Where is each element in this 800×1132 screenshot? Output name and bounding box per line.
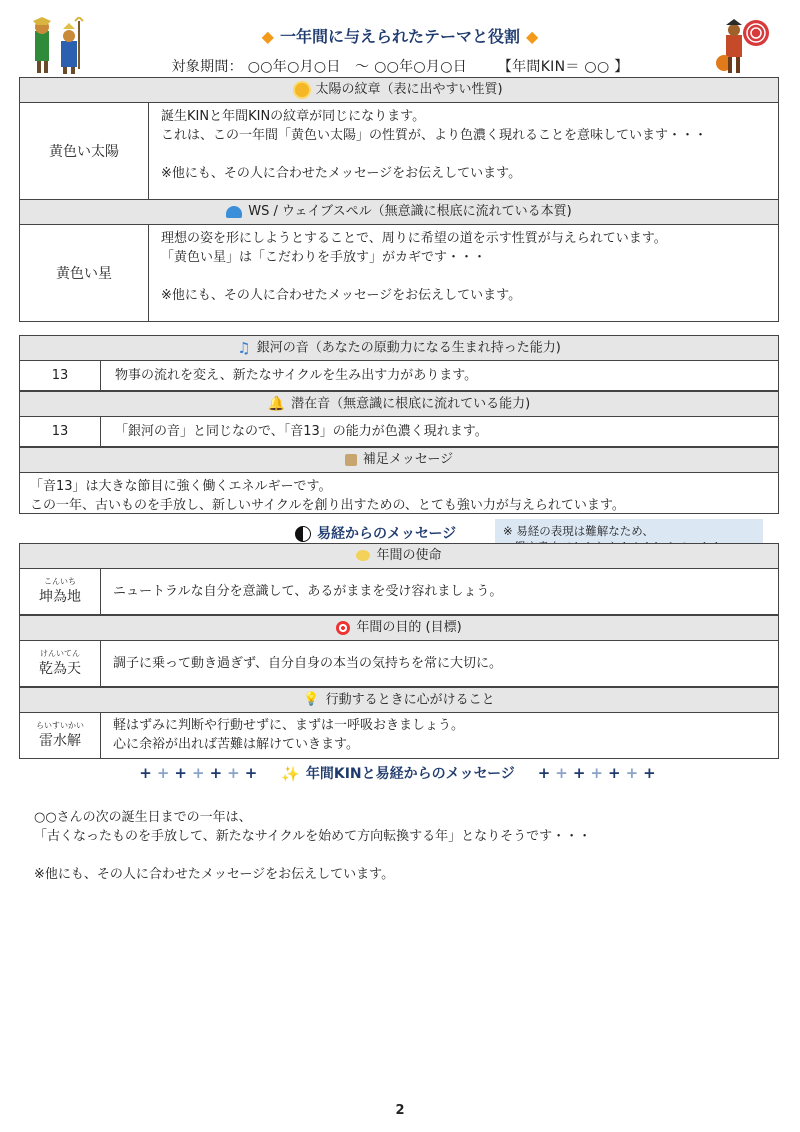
- sun-seal-label: 黄色い太陽: [20, 103, 149, 199]
- bell-icon: 🔔: [267, 396, 286, 412]
- text-line: ○○さんの次の誕生日までの一年は、: [34, 810, 252, 825]
- scroll-icon: [345, 454, 357, 466]
- action-header: [20, 687, 778, 713]
- page-title-text: 一年間に与えられたテーマと役割: [279, 27, 520, 46]
- mission-text: ニュートラルな自分を意識して、あるがままを受け容れましょう。: [113, 584, 503, 599]
- combined-title-text: 年間KINと易経からのメッセージ: [305, 766, 515, 782]
- target-icon: [336, 621, 350, 635]
- sun-seal-header: [20, 78, 778, 103]
- sun-icon: [295, 83, 309, 97]
- text-line: ※他にも、その人に合わせたメッセージをお伝えしています。: [161, 288, 522, 303]
- music-note-icon: ♫: [237, 339, 251, 357]
- text-line: 理想の姿を形にしようとすることで、周りに希望の道を示す性質が与えられています。: [161, 231, 667, 246]
- goal-label: 乾為天: [39, 660, 81, 677]
- action-row: [20, 713, 778, 758]
- text-line: 軽はずみに判断や行動せずに、まずは一呼吸おきましょう。: [113, 718, 465, 733]
- combined-message: [34, 808, 774, 884]
- latent-tone-header-text: 潜在音（無意識に根底に流れている能力): [291, 396, 531, 412]
- mission-header-text: 年間の使命: [376, 548, 442, 563]
- lightbulb-icon: 💡: [303, 692, 320, 707]
- mission-hexagram: [20, 569, 101, 614]
- text-line: ※他にも、その人に合わせたメッセージをお伝えしています。: [34, 867, 395, 882]
- latent-tone-row: [20, 417, 778, 447]
- galactic-tone-number: 13: [20, 361, 101, 390]
- goal-header-text: 年間の目的 (目標): [356, 620, 462, 635]
- sun-seal-description: [149, 103, 719, 199]
- target-period: [0, 56, 800, 76]
- latent-tone-header: [20, 391, 778, 417]
- page-title: [0, 24, 800, 47]
- goal-header: [20, 615, 778, 641]
- mission-label: 坤為地: [39, 588, 81, 605]
- diamond-icon: ◆: [261, 27, 274, 46]
- annual-kin: 【年間KIN＝ ○○ 】: [497, 59, 629, 75]
- period-label: 対象期間：: [171, 59, 243, 75]
- latent-tone-number: 13: [20, 417, 101, 446]
- sparkle-icon: ✨: [281, 765, 300, 783]
- combined-title: [0, 763, 800, 783]
- wavespell-description: [149, 225, 679, 321]
- supplement-header: [20, 447, 778, 473]
- text-line: 「古くなったものを手放して、新たなサイクルを始めて方向転換する年」となりそうです・・・: [34, 829, 592, 844]
- text-line: [34, 846, 774, 865]
- wavespell-header-text: WS / ウェイブスペル（無意識に根底に流れている本質): [248, 204, 572, 219]
- mission-header: [20, 544, 778, 569]
- mission-row: [20, 569, 778, 615]
- seal-box: [19, 77, 779, 322]
- action-hexagram: [20, 713, 101, 758]
- wavespell-row: [20, 225, 778, 321]
- yin-yang-icon: [295, 526, 311, 542]
- galactic-tone-row: [20, 361, 778, 391]
- galactic-tone-text: 物事の流れを変え、新たなサイクルを生み出す力があります。: [115, 368, 478, 383]
- action-description: [101, 713, 476, 758]
- action-ruby: らいすいかい: [36, 720, 84, 730]
- galactic-tone-header-text: 銀河の音（あなたの原動力になる生まれ持った能力): [256, 340, 561, 356]
- goal-ruby: けんいてん: [40, 648, 80, 658]
- goal-row: [20, 641, 778, 687]
- wavespell-header: [20, 200, 778, 225]
- text-line: これは、この一年間「黄色い太陽」の性質が、より色濃く現れることを意味しています・・・: [161, 128, 708, 143]
- text-line: [161, 267, 667, 286]
- note-line: ※ 易経の表現は難解なため、: [503, 524, 654, 538]
- goal-hexagram: [20, 641, 101, 686]
- iching-box: [19, 543, 779, 759]
- text-line: 心に余裕が出れば苦難は解けていきます。: [113, 737, 359, 752]
- galactic-tone-header: [20, 336, 778, 361]
- star-decoration-right: +++++++: [537, 764, 661, 782]
- supplement-header-text: 補足メッセージ: [362, 452, 454, 467]
- supplement-description: [20, 473, 778, 513]
- sun-seal-header-text: 太陽の紋章（表に出やすい性質): [315, 82, 503, 97]
- text-line: 「音13」は大きな節目に強く働くエネルギーです。: [30, 479, 332, 494]
- wave-icon: [226, 206, 242, 218]
- tone-box: [19, 335, 779, 514]
- speech-bubble-icon: [356, 550, 370, 561]
- latent-tone-text: 「銀河の音」と同じなので、「音13」の能力が色濃く現れます。: [115, 424, 488, 439]
- diamond-icon: ◆: [526, 27, 539, 46]
- text-line: [161, 145, 707, 164]
- period-range: ○○年○月○日 ～ ○○年○月○日: [247, 59, 468, 75]
- wavespell-label: 黄色い星: [20, 225, 149, 321]
- text-line: ※他にも、その人に合わせたメッセージをお伝えしています。: [161, 166, 522, 181]
- text-line: 「黄色い星」は「こだわりを手放す」がカギです・・・: [161, 250, 487, 265]
- iching-title-text: 易経からのメッセージ: [317, 526, 457, 542]
- star-decoration-left: +++++++: [139, 764, 263, 782]
- goal-text: 調子に乗って動き過ぎず、自分自身の本当の気持ちを常に大切に。: [113, 656, 502, 671]
- action-label: 雷水解: [39, 732, 81, 749]
- page-number: 2: [395, 1103, 405, 1118]
- sun-seal-row: [20, 103, 778, 200]
- text-line: この一年、古いものを手放し、新しいサイクルを創り出すための、とても強い力が与えられています。: [30, 498, 625, 513]
- iching-title: [295, 523, 456, 543]
- action-header-text: 行動するときに心がけること: [325, 692, 495, 708]
- text-line: 誕生KINと年間KINの紋章が同じになります。: [161, 109, 426, 124]
- mission-ruby: こんいち: [44, 576, 76, 586]
